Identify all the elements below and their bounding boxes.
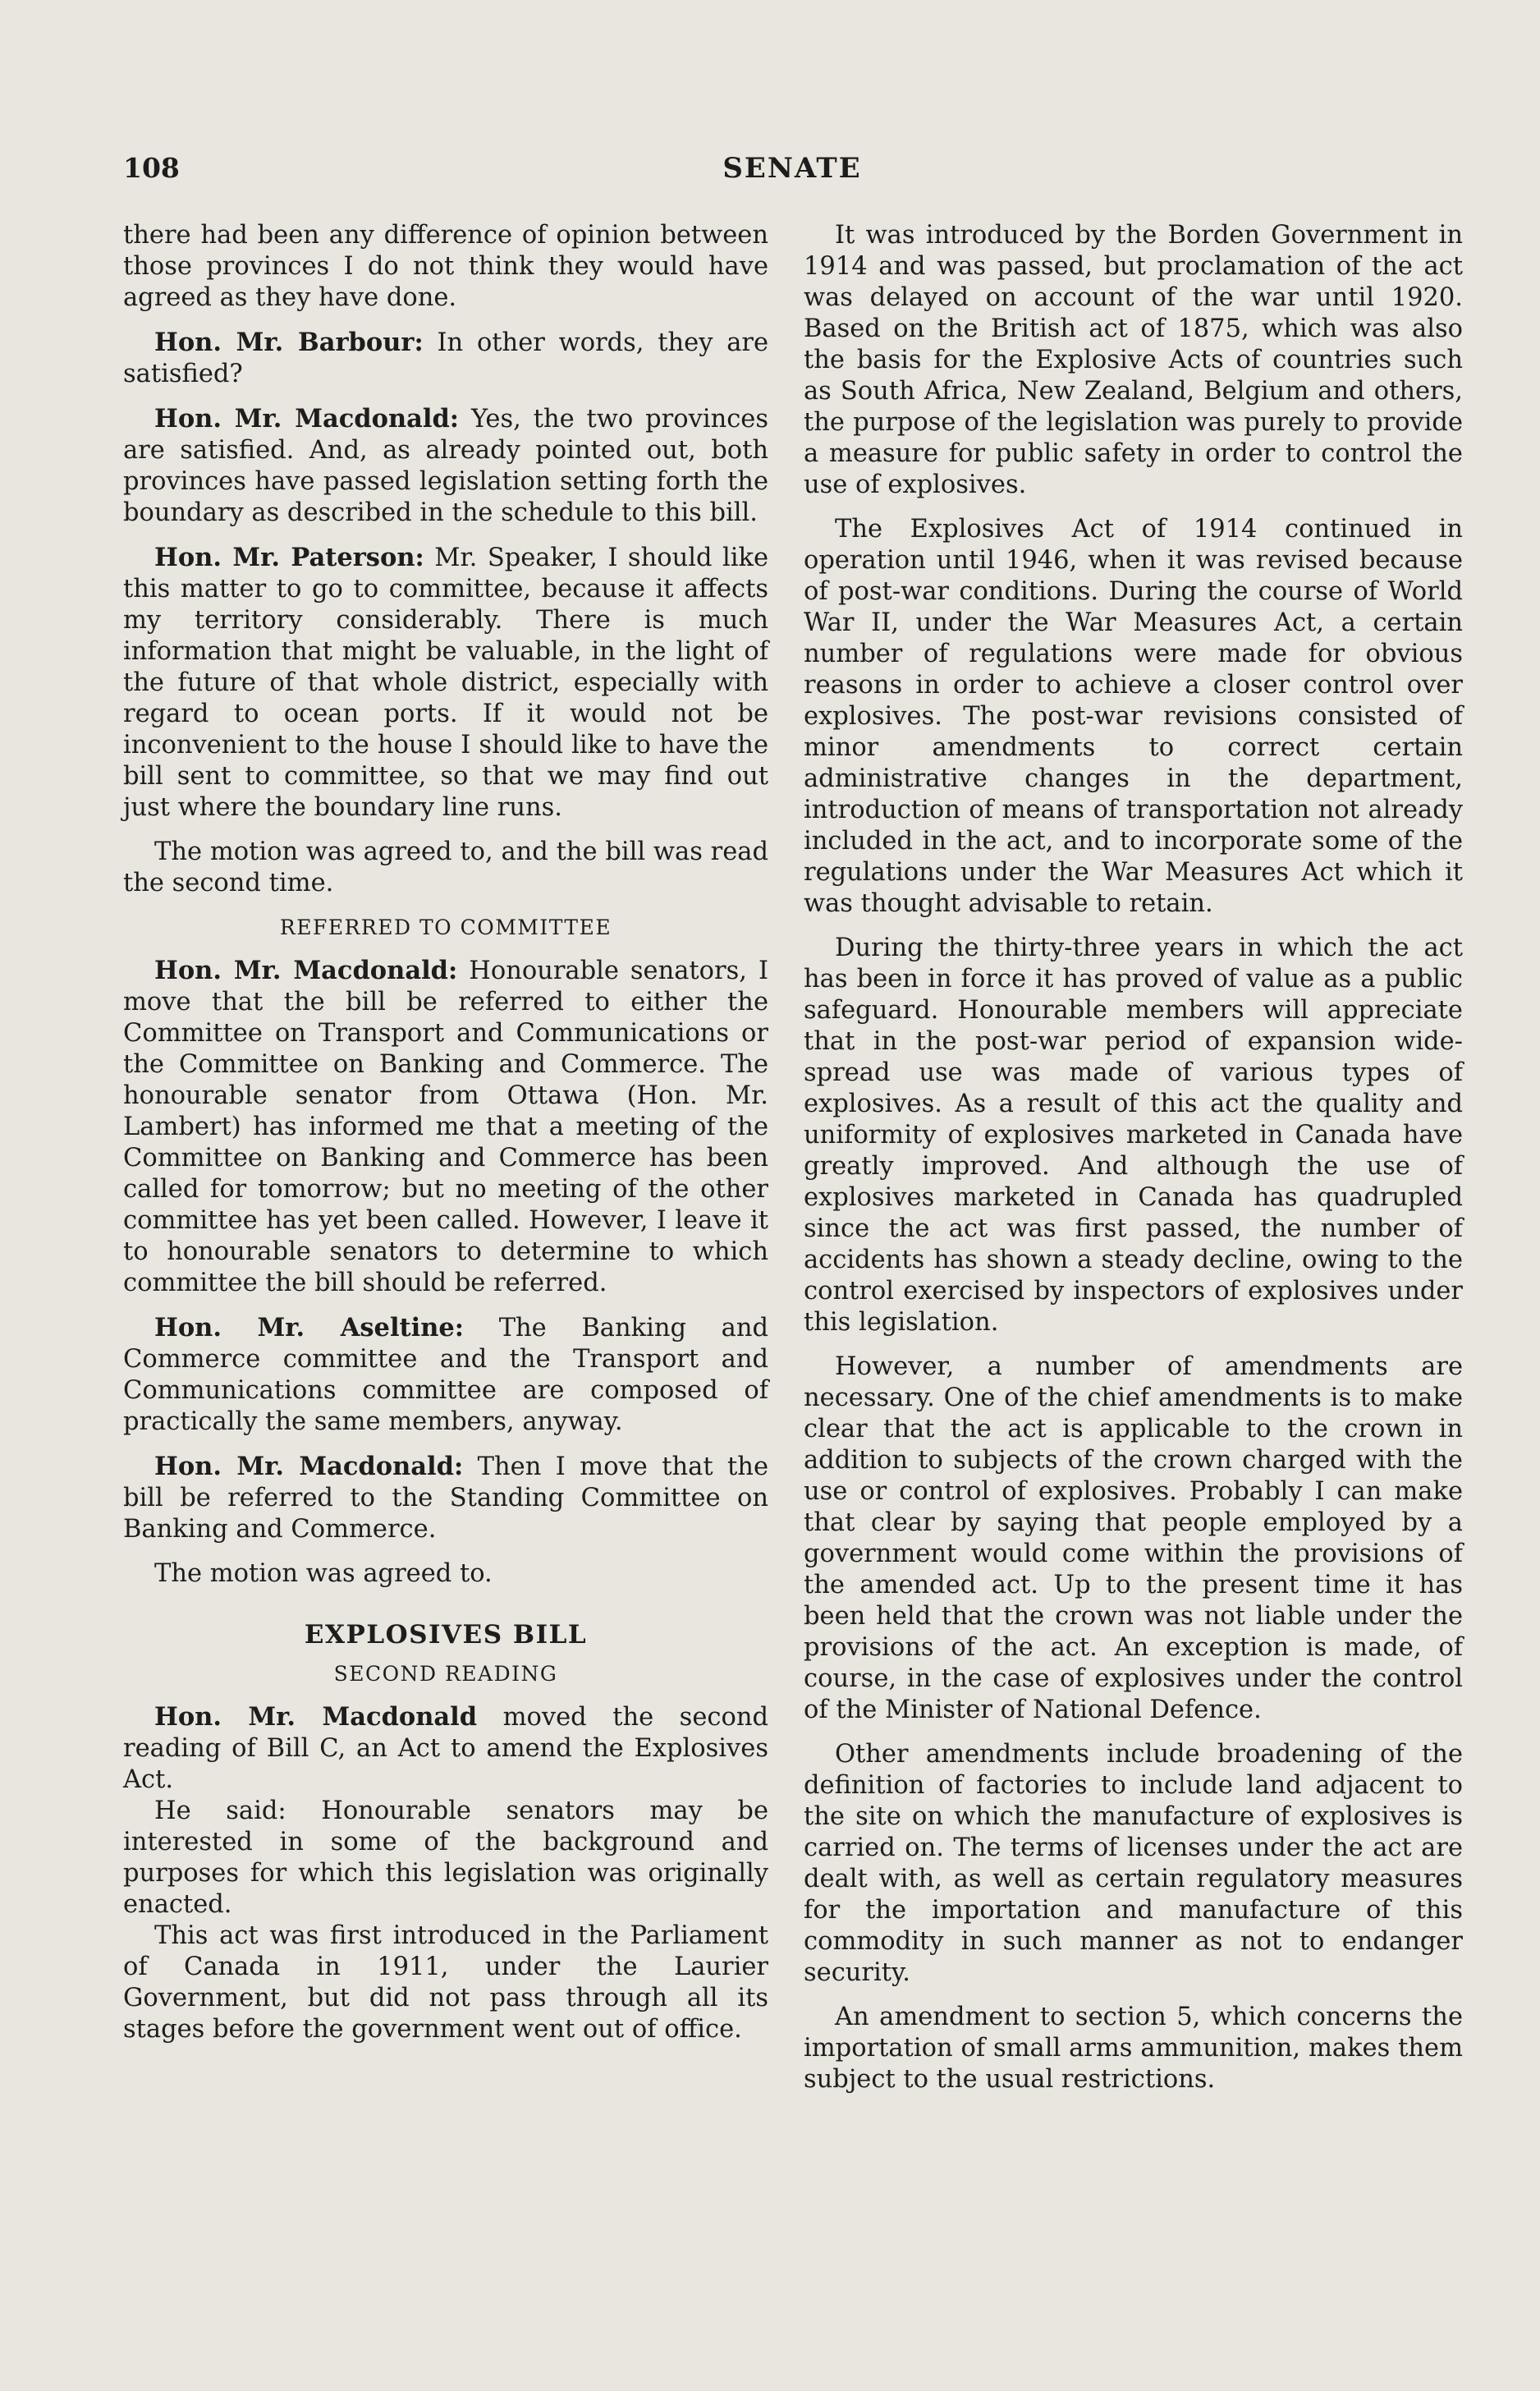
- page-header: [123, 152, 1461, 201]
- speaker-name: Hon. Mr. Macdonald: [154, 1702, 478, 1732]
- paragraph: Other amendments include broadening of the definition of factories to include land adjacent to the site on which the manufacture of explosives is carried on. The terms of licenses under the act are dealt with, as well as certain regulatory measures for the importation and manufacture of this commodity in such manner as not to endanger security.: [804, 1740, 1463, 1987]
- paragraph: [123, 542, 768, 824]
- speaker-name: Hon. Mr. Macdonald:: [154, 956, 458, 985]
- paragraph: It was introduced by the Borden Government in 1914 and was passed, but proclamation of the act was delayed on account of the war until 1920. Based on the British act of 1875, which was also the basis for the Explosive Acts of countries such as South Africa, New Zealand, Belgium and others, the purpose of the legislation was purely to provide a measure for public safety in order to control the use of explosives.: [804, 221, 1463, 499]
- speaker-name: Hon. Mr. Aseltine:: [154, 1313, 465, 1342]
- paragraph: [123, 1312, 768, 1438]
- paragraph: He said: Honourable senators may be interested in some of the background and purposes for which this legislation was originally enacted.: [123, 1797, 768, 1919]
- speaker-name: Hon. Mr. Macdonald:: [154, 404, 460, 434]
- right-column: [804, 220, 1463, 2109]
- speaker-name: Hon. Mr. Macdonald:: [154, 1452, 464, 1481]
- paragraph: [123, 1701, 768, 1796]
- paragraph: An amendment to section 5, which concerns the importation of small arms ammunition, makes them subject to the usual restrictions.: [804, 2003, 1463, 2094]
- paragraph: The Explosives Act of 1914 continued in operation until 1946, when it was revised because of post-war conditions. During the course of World War II, under the War Measures Act, a certain number of regulations were made for obvious reasons in order to achieve a closer control over explosives. The post-war revisions consisted of minor amendments to correct certain administrative changes in the department, introduction of means of transportation not already included in the act, and to incorporate some of the regulations under the War Measures Act which it was thought advisable to retain.: [804, 515, 1463, 918]
- paragraph: [123, 955, 768, 1299]
- left-column: [123, 220, 768, 2058]
- speech-text: moved the second reading of Bill C, an Act to amend the Explosives Act.: [123, 1703, 768, 1794]
- section-subheading: SECOND READING: [333, 1662, 558, 1686]
- section-subheading: REFERRED TO COMMITTEE: [279, 916, 612, 939]
- paragraph: [123, 327, 768, 390]
- paragraph: During the thirty-three years in which the act has been in force it has proved of value as a public safeguard. Honourable members will appreciate that in the post-war period of expansion wide-spread use was made of various types of explosives. As a result of this act the quality and uniformity of explosives marketed in Canada have greatly improved. And although the use of explosives marketed in Canada has quadrupled since the act was first passed, the number of accidents has shown a steady decline, owing to the control exercised by inspectors of explosives under this legislation.: [804, 934, 1463, 1337]
- page-title: SENATE: [722, 152, 862, 185]
- page-number: 108: [123, 152, 180, 184]
- speech-text: Mr. Speaker, I should like this matter to go to committee, because it affects my territory considerably. There is much information that might be valuable, in the light of the future of that whole district, especially with regard to ocean ports. If it would not be inconvenient to the house I should like to have the bill sent to committee, so that we may find out just where the boundary line runs.: [123, 544, 768, 822]
- speech-text: The Banking and Commerce committee and the Transport and Communications committee are composed of practically the same members, anyway.: [123, 1314, 768, 1436]
- speech-text: Then I move that the bill be referred to the Standing Committee on Banking and Commerce.: [123, 1452, 769, 1544]
- speech-text: In other words, they are satisfied?: [123, 328, 769, 388]
- paragraph: [123, 403, 768, 529]
- bill-title: EXPLOSIVES BILL: [304, 1620, 588, 1650]
- speaker-name: Hon. Mr. Paterson:: [154, 543, 424, 572]
- paragraph: The motion was agreed to.: [154, 1559, 493, 1588]
- paragraph: This act was first introduced in the Parliament of Canada in 1911, under the Laurier Government, but did not pass through all its stages before the government went out of office.: [123, 1921, 768, 2044]
- speaker-name: Hon. Mr. Barbour:: [154, 328, 424, 357]
- speech-text: Yes, the two provinces are satisfied. And, as already pointed out, both provinces have passed legislation setting forth the boundary as described in the schedule to this bill.: [123, 405, 769, 527]
- speech-text: Honourable senators, I move that the bill be referred to either the Committee on Transport and Communications or the Committee on Banking and Commerce. The honourable senator from Ottawa (Hon. Mr. Lambert) has informed me that a meeting of the Committee on Banking and Commerce has been called for tomorrow; but no meeting of the other committee has yet been called. However, I leave it to honourable senators to determine to which committee the bill should be referred.: [123, 957, 768, 1297]
- paragraph: The motion was agreed to, and the bill was read the second time.: [123, 838, 768, 897]
- paragraph: [123, 1451, 768, 1545]
- paragraph: there had been any difference of opinion between those provinces I do not think they would have agreed as they have done.: [123, 221, 768, 312]
- paragraph: However, a number of amendments are necessary. One of the chief amendments is to make clear that the act is applicable to the crown in addition to subjects of the crown charged with the use or control of explosives. Probably I can make that clear by saying that people employed by a government would come within the provisions of the amended act. Up to the present time it has been held that the crown was not liable under the provisions of the act. An exception is made, of course, in the case of explosives under the control of the Minister of National Defence.: [804, 1352, 1463, 1724]
